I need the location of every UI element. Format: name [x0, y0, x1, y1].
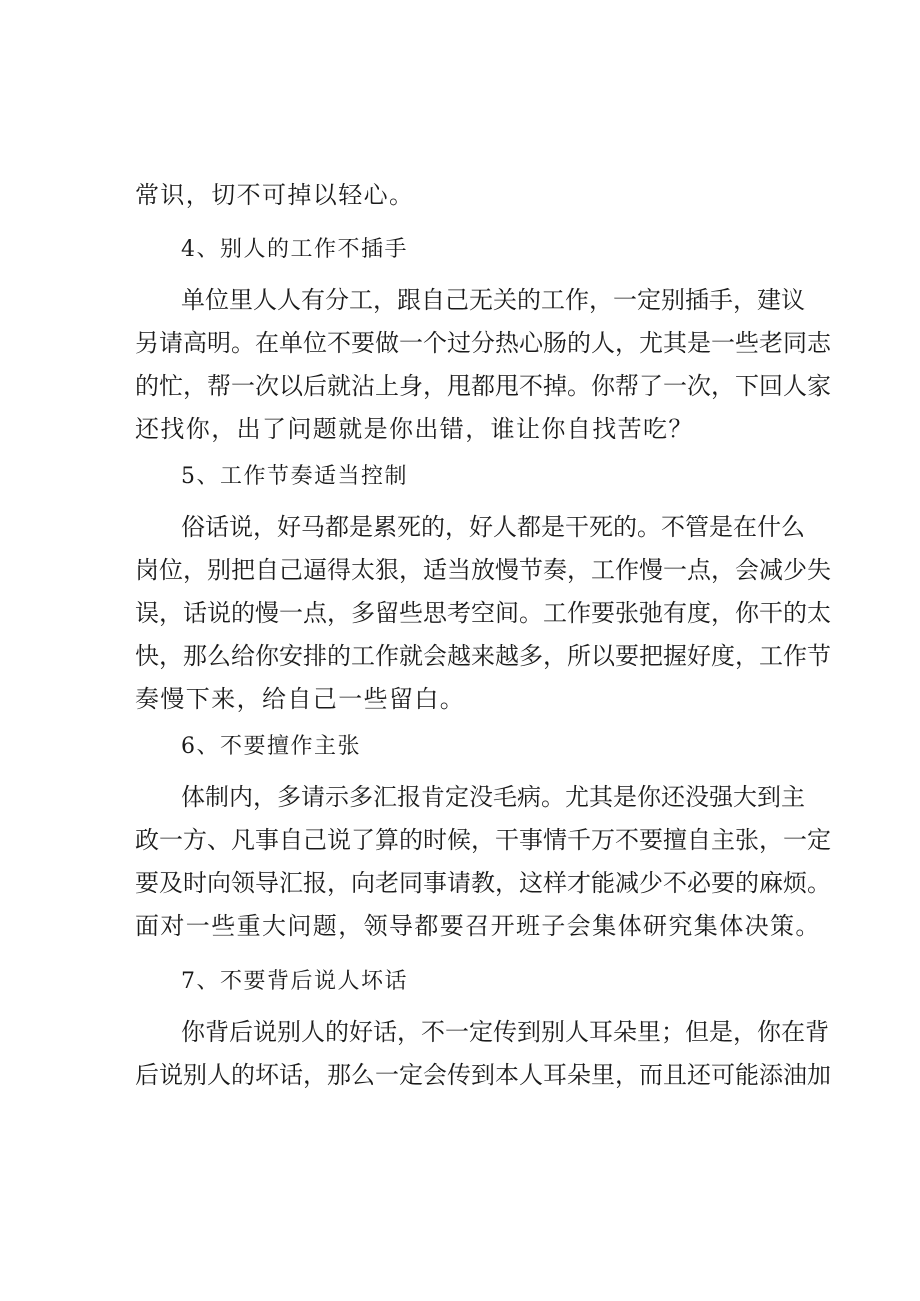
paragraph-line: 单位里人人有分工，跟自己无关的工作，一定别插手，建议	[181, 286, 805, 314]
paragraph-line: 体制内，多请示多汇报肯定没毛病。尤其是你还没强大到主	[181, 783, 805, 811]
paragraph-line: 常识，切不可掉以轻心。	[135, 181, 415, 209]
section-heading-5: 5、工作节奏适当控制	[181, 464, 408, 489]
section-heading-7: 7、不要背后说人坏话	[181, 969, 408, 994]
paragraph-line: 你背后说别人的好话，不一定传到别人耳朵里；但是，你在背	[181, 1018, 829, 1046]
paragraph-line: 另请高明。在单位不要做一个过分热心肠的人，尤其是一些老同志	[135, 329, 831, 357]
paragraph-line: 还找你，出了问题就是你出错，谁让你自找苦吃？	[135, 415, 694, 443]
paragraph-line: 误，话说的慢一点，多留些思考空间。工作要张弛有度，你干的太	[135, 599, 831, 627]
section-heading-4: 4、别人的工作不插手	[181, 237, 408, 262]
paragraph-line: 面对一些重大问题，领导都要召开班子会集体研究集体决策。	[135, 912, 821, 940]
paragraph-line: 俗话说，好马都是累死的，好人都是干死的。不管是在什么	[181, 513, 805, 541]
paragraph-line: 要及时向领导汇报，向老同事请教，这样才能减少不必要的麻烦。	[135, 869, 831, 897]
paragraph-line: 快，那么给你安排的工作就会越来越多，所以要把握好度，工作节	[135, 642, 831, 670]
paragraph-line: 岗位，别把自己逼得太狠，适当放慢节奏，工作慢一点，会减少失	[135, 556, 831, 584]
paragraph-line: 后说别人的坏话，那么一定会传到本人耳朵里，而且还可能添油加	[135, 1061, 831, 1089]
paragraph-line: 政一方、凡事自己说了算的时候，干事情千万不要擅自主张，一定	[135, 826, 831, 854]
section-heading-6: 6、不要擅作主张	[181, 734, 361, 759]
paragraph-line: 的忙，帮一次以后就沾上身，甩都甩不掉。你帮了一次，下回人家	[135, 372, 831, 400]
paragraph-line: 奏慢下来，给自己一些留白。	[135, 685, 466, 713]
